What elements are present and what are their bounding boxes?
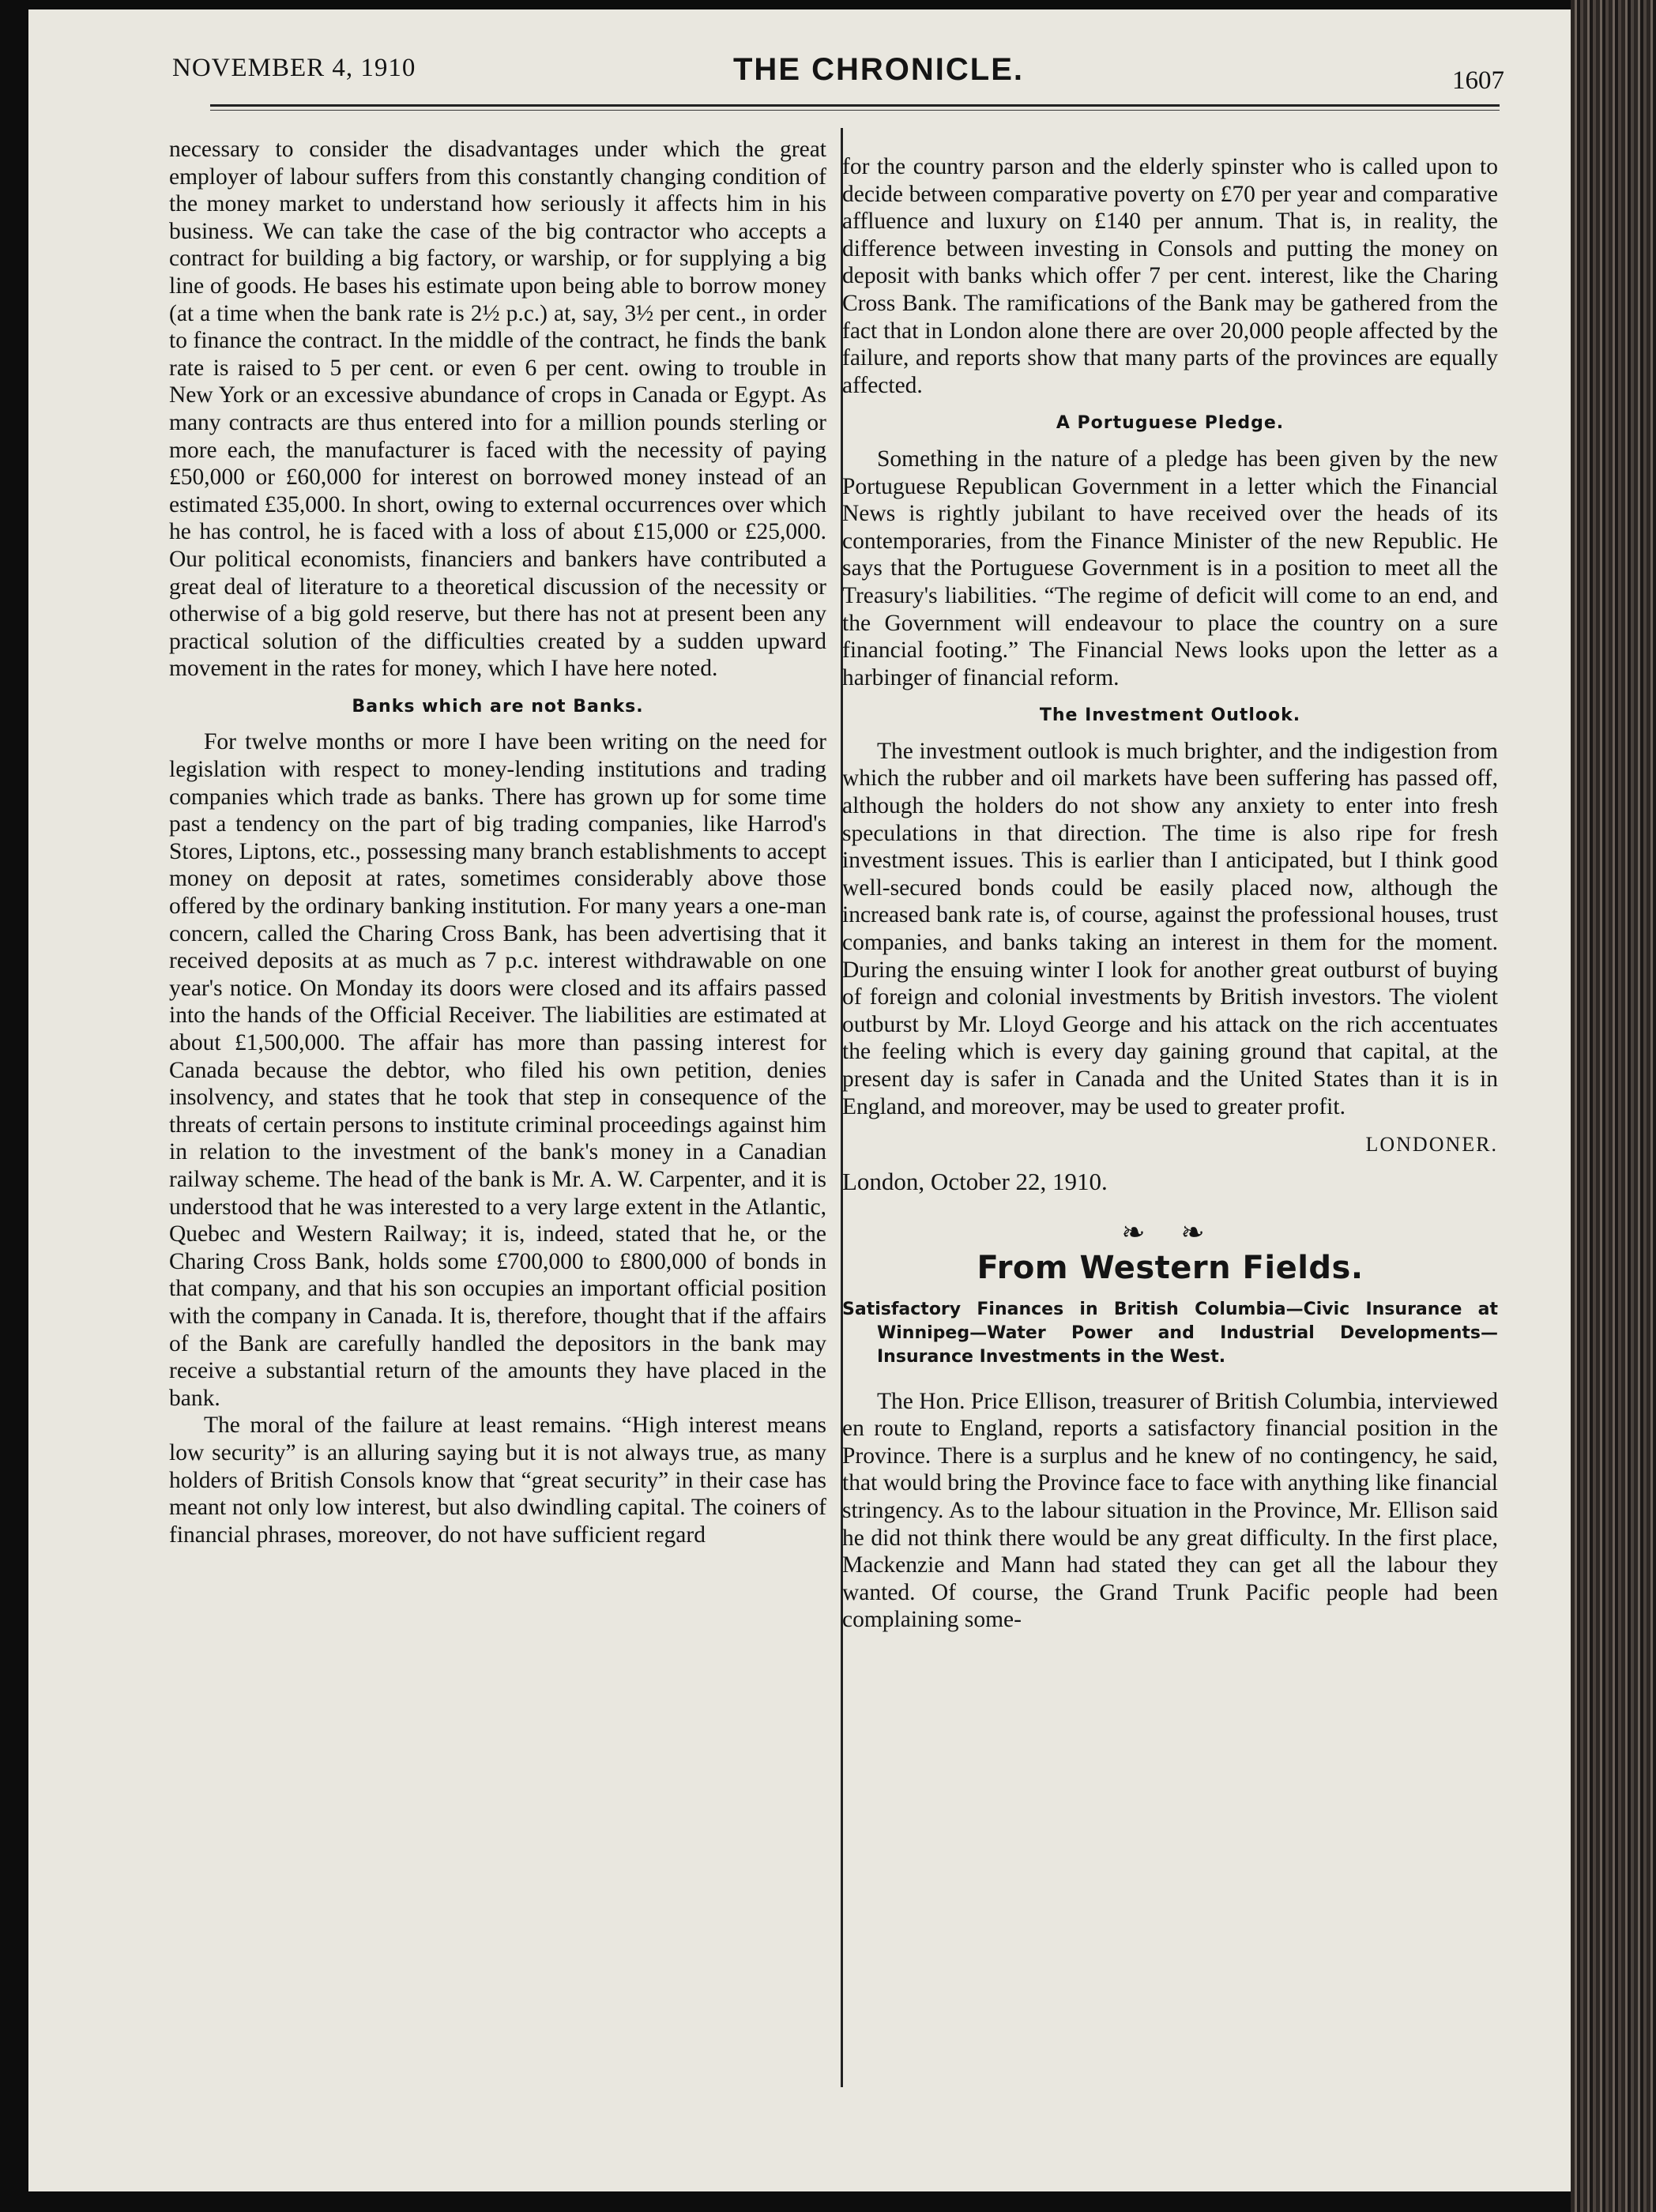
header-rule (210, 104, 1500, 107)
left-paragraph-2: For twelve months or more I have been writing on the need for legislation with respect to money-lending institutions and trading companies which trade as banks. There has grown up for some time past a tendency on the part of big trading companies, like Harrod's Stores, Liptons, etc., possessing many branch establishments to accept money on deposit at rates, sometimes considerably above those offered by the ordinary banking institution. For many years a one-man concern, called the Charing Cross Bank, has been advertising that it received deposits at as much as 7 p.c. interest withdrawable on one year's notice. On Monday its doors were closed and its affairs passed into the hands of the Official Receiver. The liabilities are estimated at about £1,500,000. The affair has more than passing interest for Canada because the debtor, who filed his own petition, denies insolvency, and states that he took that step in consequence of the threats of certain persons to institute criminal proceedings against him in relation to the investment of the bank's money in a Canadian railway scheme. The head of the bank is Mr. A. W. Carpenter, and it is understood that he was interested to a very large extent in the Atlantic, Quebec and Western Railway; it is, indeed, stated that he, or the Charing Cross Bank, holds some £700,000 to £800,000 of bonds in that company, and that his son occupies an important official position with the company in Canada. It is, therefore, thought that if the affairs of the Bank are carefully handled the depositors in the bank may receive a substantial return of the amounts they have placed in the bank. (169, 729, 826, 1411)
ornament-icon: ❧ ❧ (1121, 1217, 1219, 1249)
newspaper-page (28, 9, 1571, 2191)
right-paragraph-3: The investment outlook is much brighter, and the indigestion from which the rubber and oil markets have been suffering has passed off, although the holders do not show any anxiety to enter into fresh speculations in that direction. The time is also ripe for fresh investment issues. This is earlier than I anticipated, but I think good well-secured bonds could be easily placed now, although the increased bank rate is, of course, against the professional houses, trust companies, and banks taking an interest in them for the moment. During the ensuing winter I look for another great outburst of buying of foreign and colonial investments by British investors. The violent outburst by Mr. Lloyd George and his attack on the rich accentuates the feeling which is every day gaining ground that capital, at the present day is safer in Canada and the United States than it is in England, and moreover, may be used to greater profit. (842, 738, 1498, 1119)
author-signature: LONDONER. (1365, 1133, 1498, 1157)
right-paragraph-1: for the country parson and the elderly spinster who is called upon to decide between comparative poverty on £70 per year and comparative affluence and luxury on £140 per annum. That is, in reality, the difference between investing in Consols and putting the money on deposit with banks which offer 7 per cent. interest, like the Charing Cross Bank. The ramifications of the Bank may be gathered from the fact that in London alone there are over 20,000 people affected by the failure, and reports show that many parts of the provinces are equally affected. (842, 154, 1498, 398)
right-paragraph-2: Something in the nature of a pledge has been given by the new Portuguese Republican Government in a letter which the Financial News is rightly jubilant to have received over the heads of its contemporaries, from the Finance Minister of the new Republic. He says that the Portuguese Government is in a position to meet all the Treasury's liabilities. “The regime of deficit will come to an end, and the Government will endeavour to place the country on a sure financial footing.” The Financial News looks upon the letter as a harbinger of financial reform. (842, 446, 1498, 690)
right-paragraph-4: The Hon. Price Ellison, treasurer of British Columbia, interviewed en route to England, reports a satisfactory financial position in the Province. There is a surplus and he knew of no contingency, he said, that would bring the Province face to face with anything like financial stringency. As to the labour situation in the Province, Mr. Ellison said he did not think there would be any great difficulty. In the first place, Mackenzie and Mann had stated they can get all the labour they wanted. Of course, the Grand Trunk Pacific people had been complaining some- (842, 1388, 1498, 1633)
issue-date: NOVEMBER 4, 1910 (172, 54, 416, 82)
article-headline: From Western Fields. (977, 1249, 1364, 1286)
page-number: 1607 (1452, 66, 1504, 95)
header-rule-thin (210, 110, 1500, 111)
right-column (842, 153, 1498, 1634)
section-heading-banks: Banks which are not Banks. (352, 696, 644, 717)
page-header (172, 47, 1504, 103)
article-deck: Satisfactory Finances in British Columbia—Civic Insurance at Winnipeg—Water Power and Industrial Developments—Insurance Investments in the West. (842, 1299, 1498, 1367)
left-paragraph-1: necessary to consider the disadvantages under which the great employer of labour suffers from this constantly changing condition of the money market to understand how seriously it affects him in his business. We can take the case of the big contractor who accepts a contract for building a big factory, or warship, or for supplying a big line of goods. He bases his estimate upon being able to borrow money (at a time when the bank rate is 2½ p.c.) at, say, 3½ per cent., in order to finance the contract. In the middle of the contract, he finds the bank rate is raised to 5 per cent. or even 6 per cent. owing to trouble in New York or an excessive abundance of crops in Canada or Egypt. As many contracts are thus entered into for a million pounds sterling or more each, the manufacturer is faced with the necessity of paying £50,000 or £60,000 for interest on borrowed money instead of an estimated £35,000. In short, owing to external occurrences over which he has control, he is faced with a loss of about £15,000 or £25,000. Our political economists, financiers and bankers have contributed a great deal of literature to a theoretical discussion of the necessity or otherwise of a big gold reserve, but there has not at present been any practical solution of the difficulties created by a sudden upward movement in the rates for money, which I have here noted. (169, 137, 826, 682)
section-heading-portuguese: A Portuguese Pledge. (1056, 413, 1285, 434)
publication-title: THE CHRONICLE. (733, 52, 1024, 87)
book-spine (1571, 0, 1656, 2212)
section-heading-investment: The Investment Outlook. (1039, 705, 1301, 726)
left-column (169, 136, 826, 1548)
dateline: London, October 22, 1910. (842, 1167, 1108, 1195)
left-paragraph-3: The moral of the failure at least remains. “High interest means low security” is an alluring saying but it is not always true, as many holders of British Consols know that “great security” in their case has meant not only low interest, but also dwindling capital. The coiners of financial phrases, moreover, do not have sufficient regard (169, 1413, 826, 1548)
